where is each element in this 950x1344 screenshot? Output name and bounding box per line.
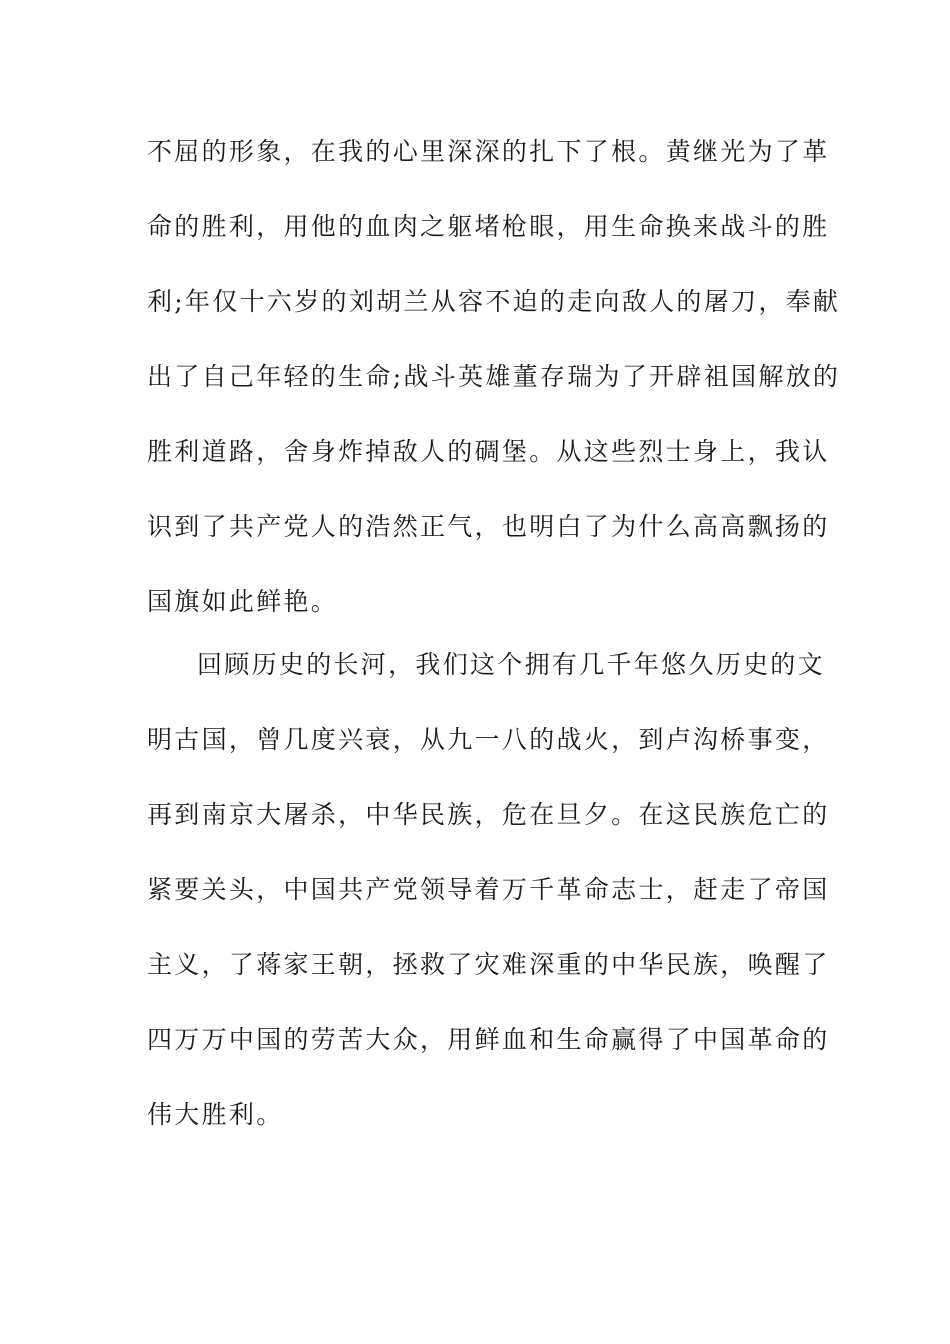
text-line: 识到了共产党人的浩然正气，也明白了为什么高高飘扬的 [147, 512, 830, 541]
text-line: 伟大胜利。 [147, 1100, 284, 1129]
text-line: 不屈的形象，在我的心里深深的扎下了根。黄继光为了革 [147, 137, 830, 166]
text-line: 明古国，曾几度兴衰，从九一八的战火，到卢沟桥事变， [147, 725, 830, 754]
text-line: 紧要关头，中国共产党领导着万千革命志士，赶走了帝国 [147, 875, 830, 904]
text-line: 主义，了蒋家王朝，拯救了灾难深重的中华民族，唤醒了 [147, 950, 830, 979]
paragraph-first-line: 回顾历史的长河，我们这个拥有几千年悠久历史的文 [197, 650, 825, 679]
text-line: 出了自己年轻的生命;战斗英雄董存瑞为了开辟祖国解放的 [147, 362, 841, 391]
text-line: 胜利道路，舍身炸掉敌人的碉堡。从这些烈士身上，我认 [147, 437, 830, 466]
text-line: 四万万中国的劳苦大众，用鲜血和生命赢得了中国革命的 [147, 1025, 830, 1054]
text-line: 利;年仅十六岁的刘胡兰从容不迫的走向敌人的屠刀，奉献 [147, 287, 841, 316]
text-line: 国旗如此鲜艳。 [147, 587, 339, 616]
text-line: 再到南京大屠杀，中华民族，危在旦夕。在这民族危亡的 [147, 800, 830, 829]
text-line: 命的胜利，用他的血肉之躯堵枪眼，用生命换来战斗的胜 [147, 212, 830, 241]
